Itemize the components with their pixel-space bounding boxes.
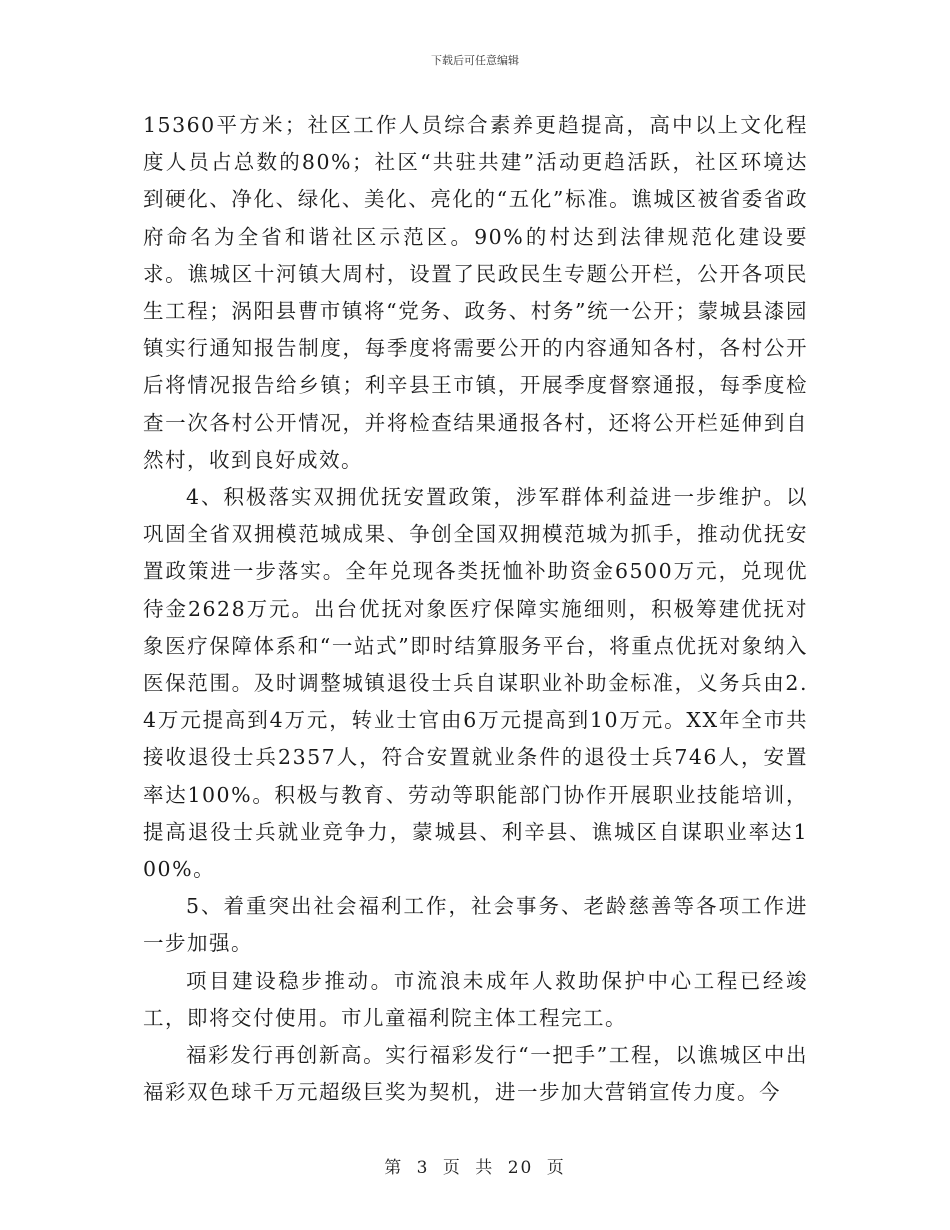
document-body	[143, 107, 808, 1111]
paragraph-5: 福彩发行再创新高。实行福彩发行“一把手”工程，以谯城区中出福彩双色球千万元超级巨奖为契机，进一步加大营销宣传力度。今	[143, 1043, 808, 1105]
paragraph-4: 项目建设稳步推动。市流浪未成年人救助保护中心工程已经竣工，即将交付使用。市儿童福利院主体工程完工。	[143, 968, 808, 1030]
paragraph-1: 15360平方米；社区工作人员综合素养更趋提高，高中以上文化程度人员占总数的80%；社区“共驻共建”活动更趋活跃，社区环境达到硬化、净化、绿化、美化、亮化的“五化”标准。谯城区被省委省政府命名为全省和谐社区示范区。90%的村达到法律规范化建设要求。谯城区十河镇大周村，设置了民政民生专题公开栏，公开各项民生工程；涡阳县曹市镇将“党务、政务、村务”统一公开；蒙城县漆园镇实行通知报告制度，每季度将需要公开的内容通知各村，各村公开后将情况报告给乡镇；利辛县王市镇，开展季度督察通报，每季度检查一次各村公开情况，并将检查结果通报各村，还将公开栏延伸到自然村，收到良好成效。	[143, 113, 808, 472]
paragraph-3: 5、着重突出社会福利工作，社会事务、老龄慈善等各项工作进一步加强。	[143, 894, 808, 956]
page-header-note: 下载后可任意编辑	[431, 54, 519, 67]
page-number-footer: 第 3 页 共 20 页	[384, 1158, 566, 1178]
paragraph-2: 4、积极落实双拥优抚安置政策，涉军群体利益进一步维护。以巩固全省双拥模范城成果、争创全国双拥模范城为抓手，推动优抚安置政策进一步落实。全年兑现各类抚恤补助资金6500万元，兑现优待金2628万元。出台优抚对象医疗保障实施细则，积极筹建优抚对象医疗保障体系和“一站式”即时结算服务平台，将重点优抚对象纳入医保范围。及时调整城镇退役士兵自谋职业补助金标准，义务兵由2.4万元提高到4万元，转业士官由6万元提高到10万元。XX年全市共接收退役士兵2357人，符合安置就业条件的退役士兵746人，安置率达100%。积极与教育、劳动等职能部门协作开展职业技能培训，提高退役士兵就业竞争力，蒙城县、利辛县、谯城区自谋职业率达100%。	[143, 485, 808, 882]
